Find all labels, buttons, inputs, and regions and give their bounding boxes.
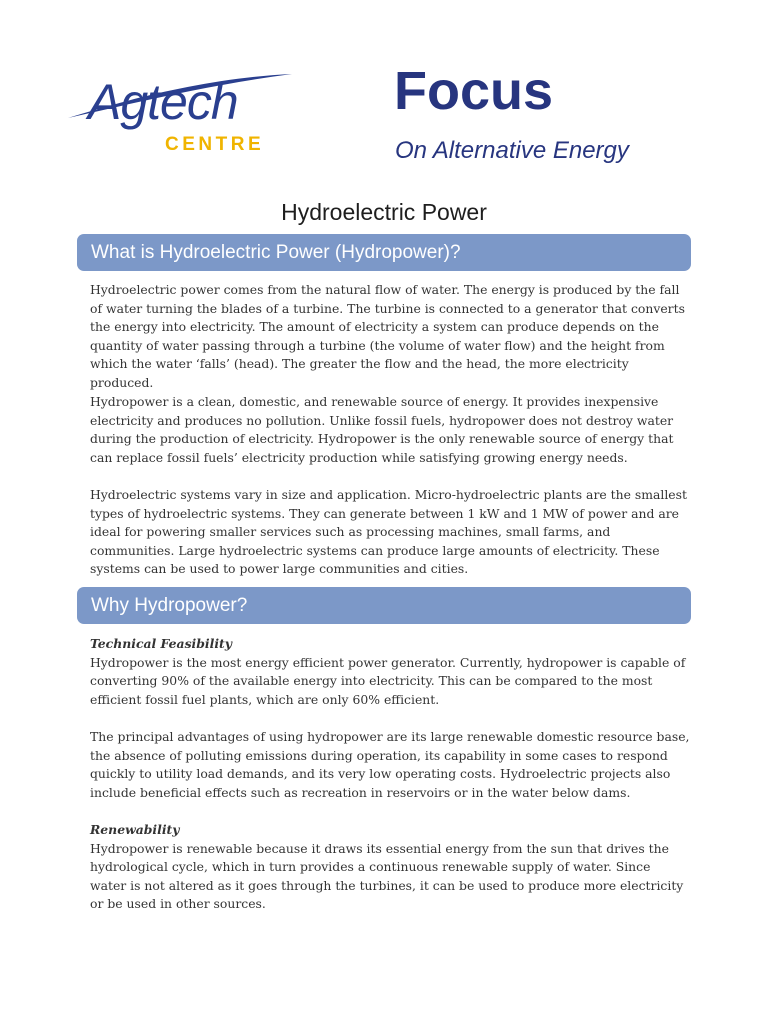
document-title: Hydroelectric Power — [281, 199, 487, 225]
section-body-what-is-3 — [90, 486, 690, 579]
subsection-technical-feasibility — [90, 635, 690, 709]
paragraph: Hydropower is a clean, domestic, and renewable source of energy. It provides inexpensive electricity and produces no pollution. Unlike fossil fuels, hydropower does not destroy water during the production of electricity. Hydropower is the only renewable source of energy that can replace fossil fuels’ electricity production while satisfying growing energy needs. — [90, 394, 674, 465]
page-title: Focus — [394, 61, 554, 121]
subsection-renewability — [90, 821, 690, 914]
page-subtitle: On Alternative Energy — [395, 137, 629, 164]
section-body-what-is-2 — [90, 393, 690, 467]
section-body-what-is — [90, 281, 690, 393]
paragraph: Hydroelectric systems vary in size and application. Micro-hydroelectric plants are the smallest types of hydroelectric systems. They can generate between 1 kW and 1 MW of power and are ideal for powering smaller services such as processing machines, small farms, and communities. Large hydroelectric systems can produce large amounts of electricity. These systems can be used to power large communities and cities. — [90, 487, 687, 577]
agtech-centre-logo — [66, 70, 296, 162]
logo-wordmark: Agtech — [88, 74, 238, 130]
section-heading-what-is: What is Hydroelectric Power (Hydropower)? — [77, 234, 691, 271]
subsection-title: Technical Feasibility — [90, 636, 232, 651]
paragraph: Hydroelectric power comes from the natural flow of water. The energy is produced by the fall of water turning the blades of a turbine. The turbine is connected to a generator that converts the energy into electricity. The amount of electricity a system can produce depends on the quantity of water passing through a turbine (the volume of water flow) and the height from which the water ‘falls’ (head). The greater the flow and the head, the more electricity produced. — [90, 282, 685, 390]
logo-subtext: CENTRE — [165, 134, 265, 155]
subsection-title: Renewability — [90, 822, 180, 837]
section-heading-why-hydropower: Why Hydropower? — [77, 587, 691, 624]
subsection-technical-feasibility-2 — [90, 728, 690, 802]
paragraph: Hydropower is renewable because it draws its essential energy from the sun that drives the hydrological cycle, which in turn provides a continuous renewable supply of water. Since water is not altered as it goes through the turbines, it can be used to produce more electricity or be used in other sources. — [90, 840, 684, 912]
paragraph: The principal advantages of using hydropower are its large renewable domestic resource base, the absence of polluting emissions during operation, its capability in some cases to respond quickly to utility load demands, and its very low operating costs. Hydroelectric projects also include beneficial effects such as recreation in reservoirs or in the water below dams. — [90, 729, 690, 800]
paragraph: Hydropower is the most energy efficient power generator. Currently, hydropower is capable of converting 90% of the available energy into electricity. This can be compared to the most efficient fossil fuel plants, which are only 60% efficient. — [90, 654, 686, 707]
